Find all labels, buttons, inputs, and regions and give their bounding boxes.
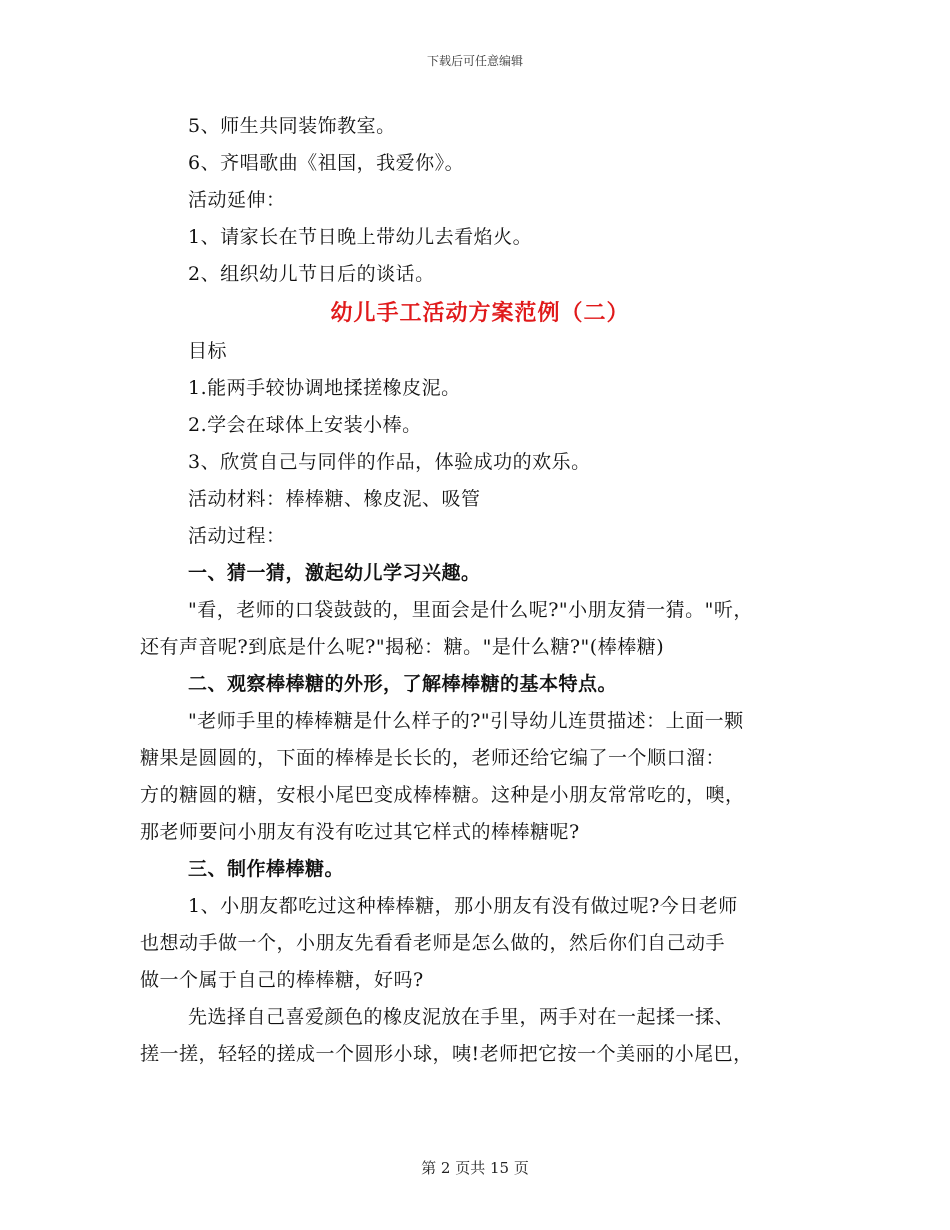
paragraph-line: 先选择自己喜爱颜色的橡皮泥放在手里，两手对在一起揉一揉、 (188, 1006, 735, 1028)
document-body (140, 108, 820, 1073)
page-header: 下载后可任意编辑 (426, 54, 523, 68)
paragraph-line: 糖果是圆圆的，下面的棒棒是长长的，老师还给它编了一个顺口溜： (140, 747, 726, 769)
paragraph-line: 还有声音呢?到底是什么呢?"揭秘：糖。"是什么糖?"(棒棒糖) (140, 636, 665, 658)
list-item-5: 5、师生共同装饰教室。 (188, 115, 396, 137)
section-label-goals: 目标 (188, 340, 228, 362)
section-title: 幼儿手工活动方案范例（二） (330, 300, 630, 326)
goal-item-2: 2.学会在球体上安装小棒。 (188, 414, 422, 436)
list-item-6: 6、齐唱歌曲《祖国，我爱你》。 (188, 152, 465, 174)
paragraph-line: "看，老师的口袋鼓鼓的，里面会是什么呢?"小朋友猜一猜。"听， (188, 599, 753, 621)
extension-item-1: 1、请家长在节日晚上带幼儿去看焰火。 (188, 226, 533, 248)
paragraph-line: 那老师要问小朋友有没有吃过其它样式的棒棒糖呢? (140, 821, 580, 843)
step-heading-2: 二、观察棒棒糖的外形，了解棒棒糖的基本特点。 (188, 673, 618, 695)
paragraph-line: 搓一搓，轻轻的搓成一个圆形小球，咦!老师把它按一个美丽的小尾巴， (140, 1043, 753, 1065)
goal-item-1: 1.能两手较协调地揉搓橡皮泥。 (188, 377, 461, 399)
step-heading-1: 一、猜一猜，激起幼儿学习兴趣。 (188, 562, 481, 584)
step-heading-3: 三、制作棒棒糖。 (188, 858, 345, 880)
extension-item-2: 2、组织幼儿节日后的谈话。 (188, 263, 435, 285)
section-label-extension: 活动延伸： (188, 189, 286, 211)
paragraph-line: 方的糖圆的糖，安根小尾巴变成棒棒糖。这种是小朋友常常吃的，噢， (140, 784, 745, 806)
paragraph-line: 做一个属于自己的棒棒糖，好吗? (140, 969, 424, 991)
paragraph-line: 1、小朋友都吃过这种棒棒糖，那小朋友有没有做过呢?今日老师 (188, 895, 738, 917)
paragraph-line: 也想动手做一个，小朋友先看看老师是怎么做的，然后你们自己动手 (140, 932, 726, 954)
section-label-process: 活动过程： (188, 525, 286, 547)
paragraph-line: "老师手里的棒棒糖是什么样子的?"引导幼儿连贯描述：上面一颗 (188, 710, 744, 732)
goal-item-3: 3、欣赏自己与同伴的作品，体验成功的欢乐。 (188, 451, 591, 473)
page-footer: 第 2 页共 15 页 (421, 1159, 529, 1177)
materials-line: 活动材料：棒棒糖、橡皮泥、吸管 (188, 488, 481, 510)
